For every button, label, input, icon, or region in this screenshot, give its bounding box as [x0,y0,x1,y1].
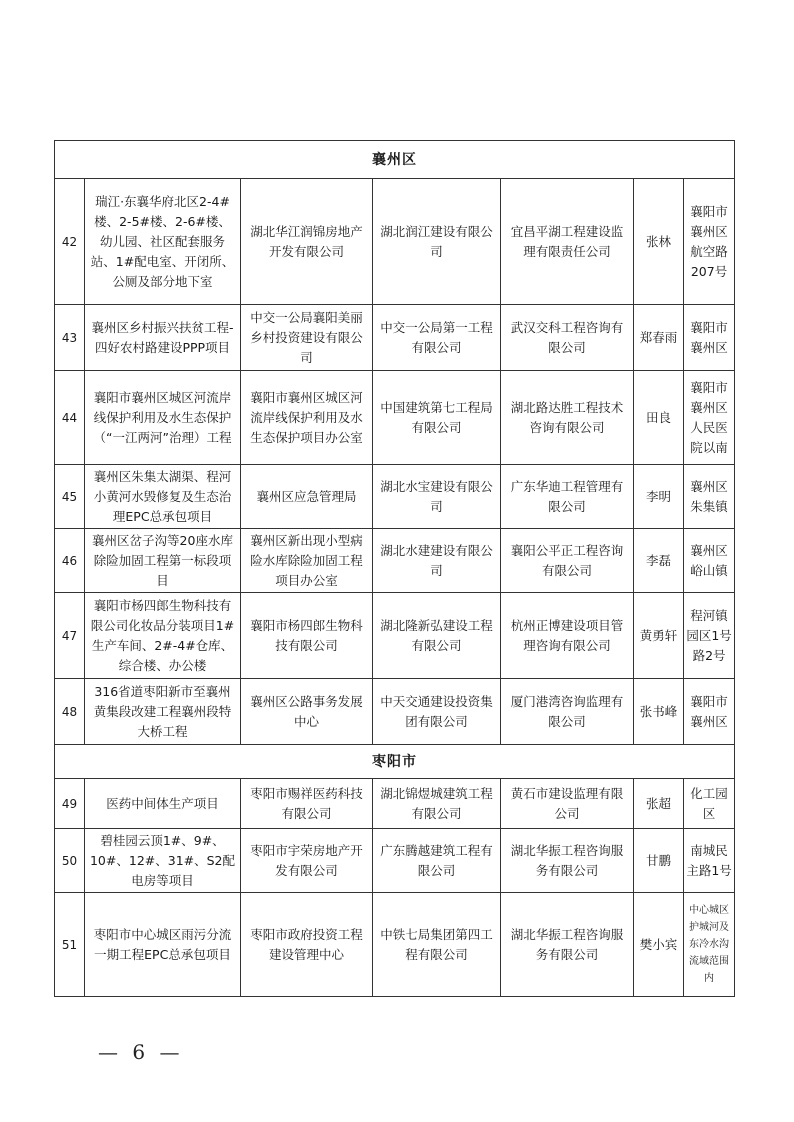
supervisor-cell: 宜昌平湖工程建设监理有限责任公司 [501,179,634,305]
contractor-cell: 中交一公局第一工程有限公司 [373,305,501,371]
contractor-cell: 广东腾越建筑工程有限公司 [373,829,501,893]
project-name-cell: 襄州区乡村振兴扶贫工程-四好农村路建设PPP项目 [85,305,241,371]
supervisor-cell: 武汉交科工程咨询有限公司 [501,305,634,371]
manager-cell: 张林 [634,179,684,305]
project-name-cell-highlighted: 襄阳市襄州区城区河流岸线保护利用及水生态保护（“一江两河”治理）工程 [85,371,241,465]
project-table [54,140,735,997]
table-row [55,779,735,829]
owner-cell: 襄州区公路事务发展中心 [241,679,373,745]
location-cell: 南城民主路1号 [684,829,735,893]
project-name-cell: 枣阳市中心城区雨污分流一期工程EPC总承包项目 [85,893,241,997]
owner-cell: 枣阳市宇荣房地产开发有限公司 [241,829,373,893]
table-row [55,305,735,371]
supervisor-cell: 湖北华振工程咨询服务有限公司 [501,829,634,893]
table-row [55,593,735,679]
supervisor-cell: 厦门港湾咨询监理有限公司 [501,679,634,745]
project-name-cell: 碧桂园云顶1#、9#、10#、12#、31#、S2配电房等项目 [85,829,241,893]
row-number: 46 [55,529,85,593]
contractor-cell: 湖北水建建设有限公司 [373,529,501,593]
table-row [55,465,735,529]
manager-cell: 李明 [634,465,684,529]
owner-cell: 中交一公局襄阳美丽乡村投资建设有限公司 [241,305,373,371]
project-name-cell: 襄阳市杨四郎生物科技有限公司化妆品分装项目1#生产车间、2#-4#仓库、综合楼、办公楼 [85,593,241,679]
page-number: — 6 — [98,1040,184,1064]
supervisor-cell-highlighted: 湖北路达胜工程技术咨询有限公司 [501,371,634,465]
supervisor-cell: 广东华迪工程管理有限公司 [501,465,634,529]
owner-cell: 襄州区应急管理局 [241,465,373,529]
table-row [55,679,735,745]
supervisor-cell: 杭州正博建设项目管理咨询有限公司 [501,593,634,679]
table-row [55,179,735,305]
manager-cell: 田良 [634,371,684,465]
supervisor-cell: 襄阳公平正工程咨询有限公司 [501,529,634,593]
manager-cell: 张书峰 [634,679,684,745]
table-row [55,829,735,893]
table-row [55,893,735,997]
row-number: 45 [55,465,85,529]
location-cell: 化工园区 [684,779,735,829]
section-header-row [55,745,735,779]
location-cell: 襄阳市襄州区人民医院以南 [684,371,735,465]
manager-cell: 黄勇轩 [634,593,684,679]
manager-cell: 樊小宾 [634,893,684,997]
row-number: 49 [55,779,85,829]
section-title: 枣阳市 [55,745,735,779]
project-name-cell: 316省道枣阳新市至襄州黄集段改建工程襄州段特大桥工程 [85,679,241,745]
project-name-cell: 襄州区岔子沟等20座水库除险加固工程第一标段项目 [85,529,241,593]
table-row [55,371,735,465]
project-name-cell: 襄州区朱集太湖渠、程河小黄河水毁修复及生态治理EPC总承包项目 [85,465,241,529]
row-number: 47 [55,593,85,679]
owner-cell: 枣阳市赐祥医药科技有限公司 [241,779,373,829]
row-number: 43 [55,305,85,371]
owner-cell: 襄阳市杨四郎生物科技有限公司 [241,593,373,679]
contractor-cell: 中天交通建设投资集团有限公司 [373,679,501,745]
location-cell: 襄阳市襄州区航空路207号 [684,179,735,305]
manager-cell: 甘鹏 [634,829,684,893]
location-cell: 襄州区峪山镇 [684,529,735,593]
manager-cell: 郑春雨 [634,305,684,371]
owner-cell: 枣阳市政府投资工程建设管理中心 [241,893,373,997]
row-number: 42 [55,179,85,305]
contractor-cell: 中国建筑第七工程局有限公司 [373,371,501,465]
row-number: 51 [55,893,85,997]
contractor-cell: 湖北锦煜城建筑工程有限公司 [373,779,501,829]
contractor-cell: 中铁七局集团第四工程有限公司 [373,893,501,997]
location-cell: 中心城区护城河及东冷水沟流域范围内 [684,893,735,997]
row-number: 44 [55,371,85,465]
row-number: 50 [55,829,85,893]
contractor-cell: 湖北水宝建设有限公司 [373,465,501,529]
supervisor-cell: 湖北华振工程咨询服务有限公司 [501,893,634,997]
location-cell: 襄阳市襄州区 [684,305,735,371]
section-title: 襄州区 [55,141,735,179]
manager-cell: 张超 [634,779,684,829]
location-cell: 襄阳市襄州区 [684,679,735,745]
project-name-cell: 医药中间体生产项目 [85,779,241,829]
location-cell: 襄州区朱集镇 [684,465,735,529]
section-header-row [55,141,735,179]
contractor-cell: 湖北润江建设有限公司 [373,179,501,305]
location-cell: 程河镇园区1号路2号 [684,593,735,679]
table-row [55,529,735,593]
owner-cell: 襄阳市襄州区城区河流岸线保护利用及水生态保护项目办公室 [241,371,373,465]
manager-cell: 李磊 [634,529,684,593]
contractor-cell: 湖北隆新弘建设工程有限公司 [373,593,501,679]
supervisor-cell: 黄石市建设监理有限公司 [501,779,634,829]
row-number: 48 [55,679,85,745]
project-name-cell: 瑞江·东襄华府北区2-4#楼、2-5#楼、2-6#楼、幼儿园、社区配套服务站、1#配电室、开闭所、公厕及部分地下室 [85,179,241,305]
owner-cell: 襄州区新出现小型病险水库除险加固工程项目办公室 [241,529,373,593]
owner-cell: 湖北华江润锦房地产开发有限公司 [241,179,373,305]
